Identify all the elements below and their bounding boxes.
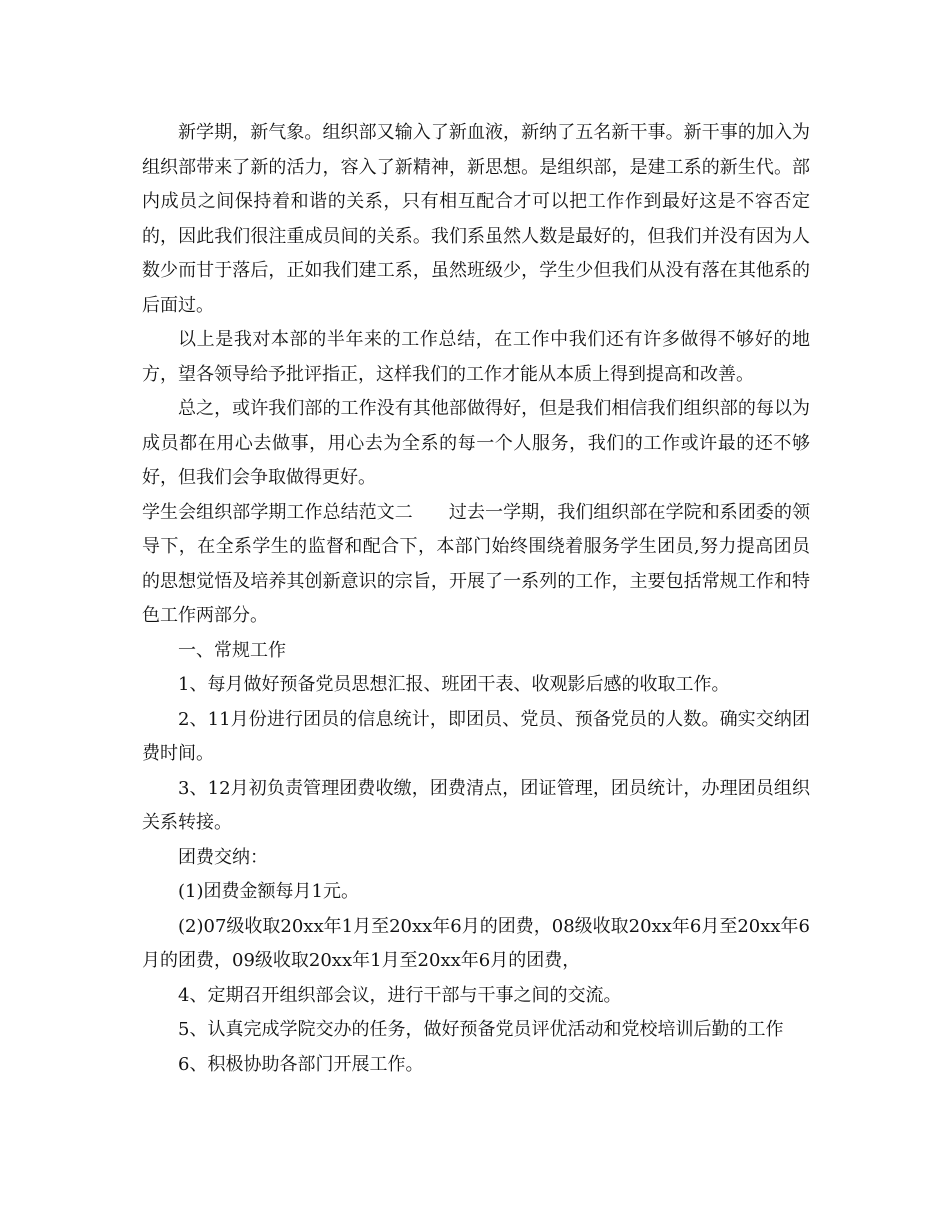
list-item: 2、11月份进行团员的信息统计，即团员、党员、预备党员的人数。确实交纳团费时间。 xyxy=(142,708,810,764)
list-item: 3、12月初负责管理团费收缴，团费清点，团证管理，团员统计，办理团员组织关系转接。 xyxy=(142,777,810,833)
list-item: 6、积极协助各部门开展工作。 xyxy=(178,1053,424,1075)
list-item: (2)07级收取20xx年1月至20xx年6月的团费，08级收取20xx年6月至20xx年6月的团费，09级收取20xx年1月至20xx年6月的团费， xyxy=(142,915,810,971)
section-intro: 过去一学期，我们组织部在学院和系团委的领导下，在全系学生的监督和配合下，本部门始终围绕着服务学生团员,努力提高团员的思想觉悟及培养其创新意识的宗旨，开展了一系列的工作，主要包括常规工作和特色工作两部分。 xyxy=(142,501,811,626)
document-body xyxy=(142,116,810,1082)
paragraph: 新学期，新气象。组织部又输入了新血液，新纳了五名新干事。新干事的加入为组织部带来了新的活力，容入了新精神，新思想。是组织部，是建工系的新生代。部内成员之间保持着和谐的关系，只有相互配合才可以把工作作到最好这是不容否定的，因此我们很注重成员间的关系。我们系虽然人数是最好的，但我们并没有因为人数少而甘于落后，正如我们建工系，虽然班级少，学生少但我们从没有落在其他系的后面过。 xyxy=(142,122,810,316)
list-item: (1)团费金额每月1元。 xyxy=(178,881,359,902)
list-item: 1、每月做好预备党员思想汇报、班团干表、收观影后感的收取工作。 xyxy=(178,674,730,695)
subheading: 团费交纳： xyxy=(178,846,268,868)
list-item: 5、认真完成学院交办的任务，做好预备党员评优活动和党校培训后勤的工作 xyxy=(178,1019,784,1040)
subheading: 一、常规工作 xyxy=(178,639,286,661)
section-title: 学生会组织部学期工作总结范文二 xyxy=(142,501,413,523)
list-item: 4、定期召开组织部会议，进行干部与干事之间的交流。 xyxy=(178,984,622,1006)
section-paragraph xyxy=(142,496,810,634)
paragraph: 以上是我对本部的半年来的工作总结，在工作中我们还有许多做得不够好的地方，望各领导给予批评指正，这样我们的工作才能从本质上得到提高和改善。 xyxy=(142,329,810,385)
paragraph: 总之，或许我们部的工作没有其他部做得好，但是我们相信我们组织部的每以为成员都在用心去做事，用心去为全系的每一个人服务，我们的工作或许最的还不够好，但我们会争取做得更好。 xyxy=(142,398,810,488)
